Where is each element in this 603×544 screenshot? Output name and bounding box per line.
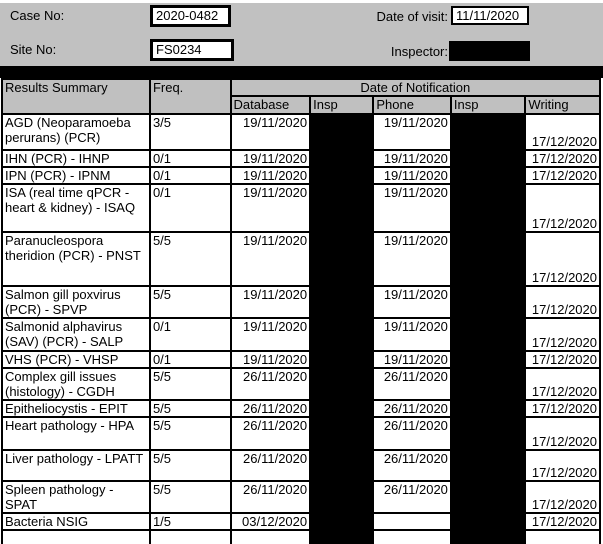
freq-cell: 0/1 xyxy=(150,184,231,232)
insp-redacted-cell xyxy=(451,167,525,184)
writing-date-cell: 17/12/2020 xyxy=(525,184,600,232)
site-no-label: Site No: xyxy=(10,42,57,57)
insp-redacted-cell xyxy=(451,150,525,167)
insp-redacted-cell xyxy=(310,351,373,368)
phone-date-cell: 26/11/2020 xyxy=(373,450,451,481)
test-name-cell: Salmon gill poxvirus (PCR) - SPVP xyxy=(2,286,150,318)
insp-redacted-cell xyxy=(310,368,373,400)
table-row xyxy=(2,114,600,150)
phone-date-cell: 26/11/2020 xyxy=(373,481,451,513)
freq-cell: 5/5 xyxy=(150,286,231,318)
phone-date-cell xyxy=(373,530,451,544)
database-date-cell: 19/11/2020 xyxy=(231,318,311,351)
database-date-cell: 26/11/2020 xyxy=(231,481,311,513)
insp-redacted-cell xyxy=(310,184,373,232)
freq-cell: 5/5 xyxy=(150,417,231,450)
phone-date-cell: 19/11/2020 xyxy=(373,286,451,318)
insp-subheader-1: Insp xyxy=(310,96,373,114)
insp-subheader-2: Insp xyxy=(451,96,525,114)
writing-date-cell: 17/12/2020 xyxy=(525,368,600,400)
date-of-notification-header: Date of Notification xyxy=(231,79,600,96)
test-name-cell: VHS (PCR) - VHSP xyxy=(2,351,150,368)
writing-date-cell: 17/12/2020 xyxy=(525,417,600,450)
writing-date-cell xyxy=(525,530,600,544)
phone-date-cell: 19/11/2020 xyxy=(373,184,451,232)
case-no-field[interactable]: 2020-0482 xyxy=(150,5,231,27)
insp-redacted-cell xyxy=(310,481,373,513)
phone-subheader: Phone xyxy=(373,96,451,114)
test-name-cell: Bacteria NSIG xyxy=(2,513,150,530)
case-no-label: Case No: xyxy=(10,8,65,23)
writing-date-cell: 17/12/2020 xyxy=(525,167,600,184)
database-subheader: Database xyxy=(231,96,311,114)
writing-date-cell: 17/12/2020 xyxy=(525,318,600,351)
freq-cell: 0/1 xyxy=(150,150,231,167)
insp-redacted-cell xyxy=(451,450,525,481)
results-table-body xyxy=(2,114,600,544)
table-row xyxy=(2,318,600,351)
test-name-cell xyxy=(2,530,150,544)
results-table-wrapper xyxy=(0,78,603,544)
insp-redacted-cell xyxy=(451,286,525,318)
insp-redacted-cell xyxy=(310,400,373,417)
freq-cell: 5/5 xyxy=(150,232,231,286)
database-date-cell xyxy=(231,530,311,544)
insp-redacted-cell xyxy=(451,184,525,232)
table-row xyxy=(2,351,600,368)
table-row xyxy=(2,417,600,450)
insp-redacted-cell xyxy=(451,400,525,417)
table-row xyxy=(2,286,600,318)
database-date-cell: 03/12/2020 xyxy=(231,513,311,530)
writing-subheader: Writing xyxy=(525,96,600,114)
test-name-cell: Spleen pathology - SPAT xyxy=(2,481,150,513)
results-summary-header: Results Summary xyxy=(2,79,150,114)
inspector-redacted-value xyxy=(449,41,530,61)
writing-date-cell: 17/12/2020 xyxy=(525,286,600,318)
insp-redacted-cell xyxy=(451,530,525,544)
test-name-cell: Salmonid alphavirus (SAV) (PCR) - SALP xyxy=(2,318,150,351)
insp-redacted-cell xyxy=(310,286,373,318)
test-name-cell: IHN (PCR) - IHNP xyxy=(2,150,150,167)
writing-date-cell: 17/12/2020 xyxy=(525,481,600,513)
insp-redacted-cell xyxy=(451,351,525,368)
writing-date-cell: 17/12/2020 xyxy=(525,232,600,286)
writing-date-cell: 17/12/2020 xyxy=(525,114,600,150)
insp-redacted-cell xyxy=(310,450,373,481)
table-row xyxy=(2,530,600,544)
freq-cell xyxy=(150,530,231,544)
freq-cell: 0/1 xyxy=(150,167,231,184)
writing-date-cell: 17/12/2020 xyxy=(525,400,600,417)
freq-header: Freq. xyxy=(150,79,231,114)
inspector-label: Inspector: xyxy=(390,44,448,59)
insp-redacted-cell xyxy=(451,318,525,351)
phone-date-cell: 19/11/2020 xyxy=(373,318,451,351)
insp-redacted-cell xyxy=(310,513,373,530)
table-row xyxy=(2,513,600,530)
freq-cell: 1/5 xyxy=(150,513,231,530)
database-date-cell: 19/11/2020 xyxy=(231,351,311,368)
test-name-cell: Complex gill issues (histology) - CGDH xyxy=(2,368,150,400)
writing-date-cell: 17/12/2020 xyxy=(525,513,600,530)
writing-date-cell: 17/12/2020 xyxy=(525,450,600,481)
insp-redacted-cell xyxy=(451,513,525,530)
freq-cell: 5/5 xyxy=(150,368,231,400)
freq-cell: 0/1 xyxy=(150,351,231,368)
writing-date-cell: 17/12/2020 xyxy=(525,150,600,167)
table-row xyxy=(2,167,600,184)
phone-date-cell: 26/11/2020 xyxy=(373,400,451,417)
insp-redacted-cell xyxy=(310,114,373,150)
database-date-cell: 19/11/2020 xyxy=(231,232,311,286)
test-name-cell: Liver pathology - LPATT xyxy=(2,450,150,481)
table-row xyxy=(2,232,600,286)
form-header-panel xyxy=(0,3,603,66)
database-date-cell: 19/11/2020 xyxy=(231,114,311,150)
insp-redacted-cell xyxy=(451,114,525,150)
date-of-visit-field[interactable]: 11/11/2020 xyxy=(451,6,529,25)
test-name-cell: Epitheliocystis - EPIT xyxy=(2,400,150,417)
header-row-1 xyxy=(2,79,600,96)
database-date-cell: 19/11/2020 xyxy=(231,167,311,184)
freq-cell: 5/5 xyxy=(150,481,231,513)
freq-cell: 5/5 xyxy=(150,400,231,417)
phone-date-cell: 19/11/2020 xyxy=(373,232,451,286)
insp-redacted-cell xyxy=(310,167,373,184)
insp-redacted-cell xyxy=(451,368,525,400)
phone-date-cell: 26/11/2020 xyxy=(373,368,451,400)
date-of-visit-label: Date of visit: xyxy=(376,9,448,24)
test-name-cell: Paranucleospora theridion (PCR) - PNST xyxy=(2,232,150,286)
table-row xyxy=(2,368,600,400)
database-date-cell: 26/11/2020 xyxy=(231,368,311,400)
database-date-cell: 19/11/2020 xyxy=(231,184,311,232)
table-row xyxy=(2,450,600,481)
table-top-border-band xyxy=(0,66,603,78)
phone-date-cell: 19/11/2020 xyxy=(373,351,451,368)
test-name-cell: IPN (PCR) - IPNM xyxy=(2,167,150,184)
test-name-cell: AGD (Neoparamoeba perurans) (PCR) xyxy=(2,114,150,150)
table-row xyxy=(2,150,600,167)
phone-date-cell: 19/11/2020 xyxy=(373,114,451,150)
database-date-cell: 26/11/2020 xyxy=(231,417,311,450)
table-row xyxy=(2,400,600,417)
insp-redacted-cell xyxy=(451,417,525,450)
freq-cell: 0/1 xyxy=(150,318,231,351)
insp-redacted-cell xyxy=(310,150,373,167)
insp-redacted-cell xyxy=(310,232,373,286)
insp-redacted-cell xyxy=(310,318,373,351)
database-date-cell: 19/11/2020 xyxy=(231,286,311,318)
insp-redacted-cell xyxy=(310,530,373,544)
writing-date-cell: 17/12/2020 xyxy=(525,351,600,368)
insp-redacted-cell xyxy=(451,481,525,513)
phone-date-cell: 19/11/2020 xyxy=(373,167,451,184)
test-name-cell: ISA (real time qPCR - heart & kidney) - ISAQ xyxy=(2,184,150,232)
table-row xyxy=(2,184,600,232)
results-summary-table xyxy=(1,78,601,544)
table-row xyxy=(2,481,600,513)
database-date-cell: 26/11/2020 xyxy=(231,400,311,417)
phone-date-cell: 26/11/2020 xyxy=(373,417,451,450)
database-date-cell: 26/11/2020 xyxy=(231,450,311,481)
freq-cell: 5/5 xyxy=(150,450,231,481)
database-date-cell: 19/11/2020 xyxy=(231,150,311,167)
phone-date-cell xyxy=(373,513,451,530)
insp-redacted-cell xyxy=(451,232,525,286)
site-no-field[interactable]: FS0234 xyxy=(150,39,234,61)
test-name-cell: Heart pathology - HPA xyxy=(2,417,150,450)
phone-date-cell: 19/11/2020 xyxy=(373,150,451,167)
insp-redacted-cell xyxy=(310,417,373,450)
freq-cell: 3/5 xyxy=(150,114,231,150)
